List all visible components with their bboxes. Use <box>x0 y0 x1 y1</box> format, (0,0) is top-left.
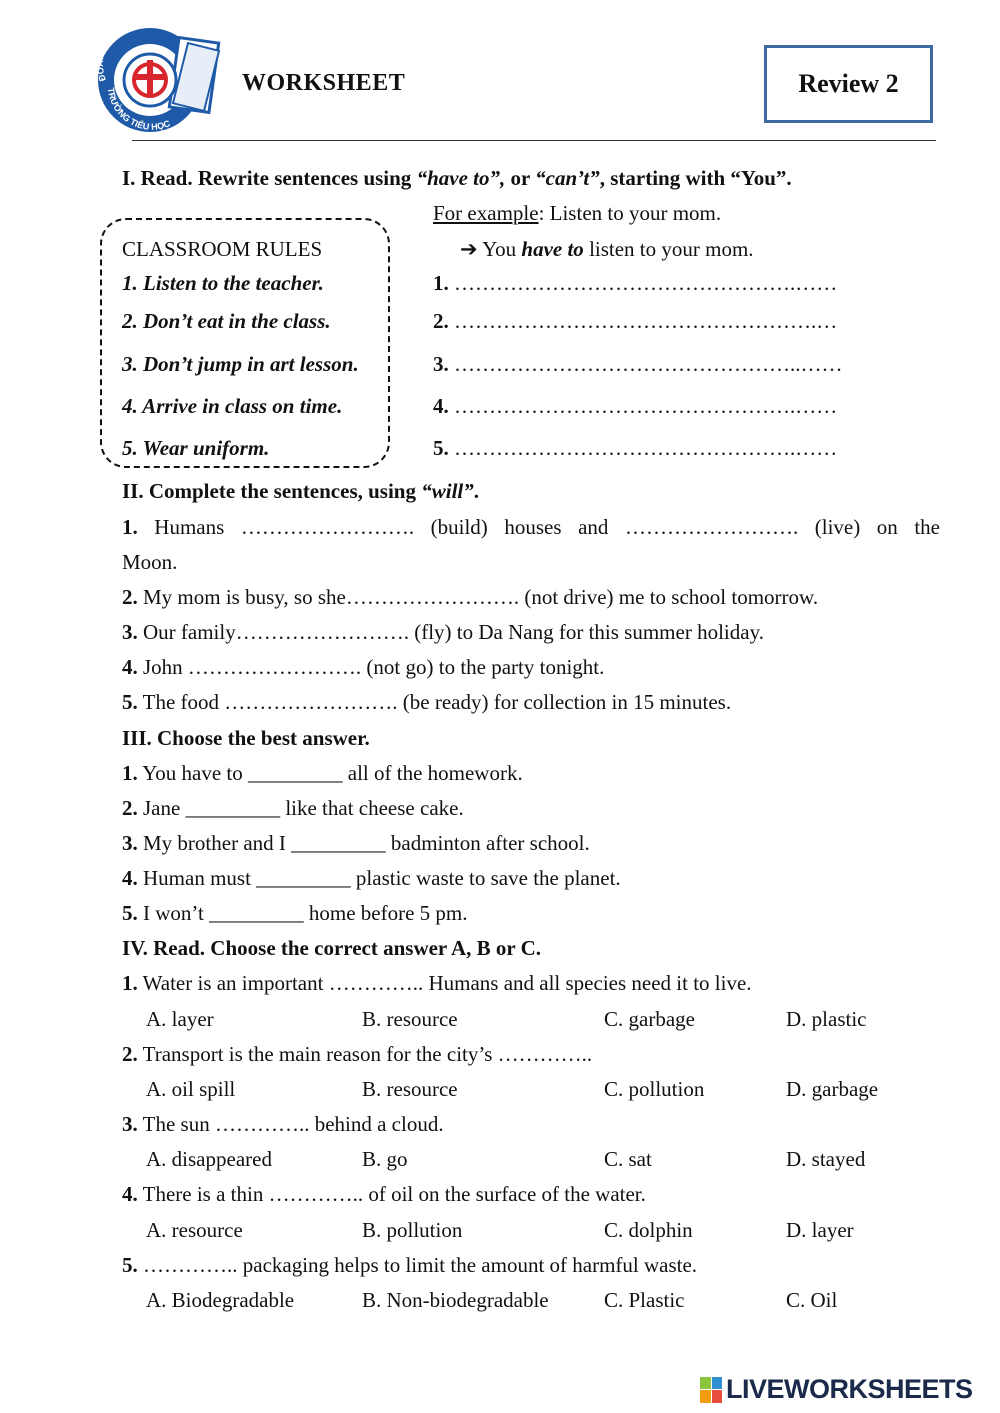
question-item: 3. The sun ………….. behind a cloud. <box>122 1112 444 1136</box>
rules-title: CLASSROOM RULES <box>122 237 323 261</box>
option-c[interactable]: C. Plastic <box>604 1288 685 1312</box>
review-label: Review 2 <box>764 45 933 123</box>
question-item: 3. Our family……………………. (fly) to Da Nang for this summer holiday. <box>122 620 764 644</box>
option-c[interactable]: C. garbage <box>604 1007 695 1031</box>
rule-item: 1. Listen to the teacher. <box>122 271 324 295</box>
question-item: 2. Jane _________ like that cheese cake. <box>122 796 464 820</box>
option-d[interactable]: D. layer <box>786 1218 854 1242</box>
question-item: 1. You have to _________ all of the homework. <box>122 761 523 785</box>
section-4-heading: IV. Read. Choose the correct answer A, B or C. <box>122 936 541 960</box>
svg-text:ĐOÀN THỊ ĐIỂM: ĐOÀN THỊ ĐIỂM <box>94 18 132 83</box>
question-item: 2. Transport is the main reason for the city’s ………….. <box>122 1042 593 1066</box>
question-item: 4. There is a thin ………….. of oil on the surface of the water. <box>122 1182 646 1206</box>
example-answer: ➔ You have to listen to your mom. <box>460 237 754 261</box>
option-c[interactable]: C. sat <box>604 1147 652 1171</box>
option-b[interactable]: B. Non-biodegradable <box>362 1288 549 1312</box>
arrow-right-icon: ➔ <box>460 237 478 261</box>
answer-line[interactable]: 5. ………………………………………….…… <box>433 436 838 460</box>
answer-line[interactable]: 4. ………………………………………….…… <box>433 394 838 418</box>
option-a[interactable]: A. Biodegradable <box>146 1288 295 1312</box>
section-2-heading: II. Complete the sentences, using “will”. <box>122 479 480 503</box>
option-a[interactable]: A. resource <box>146 1218 243 1242</box>
option-a[interactable]: A. disappeared <box>146 1147 272 1171</box>
rule-item: 4. Arrive in class on time. <box>122 394 343 418</box>
liveworksheets-logo-icon <box>700 1377 722 1403</box>
option-d[interactable]: D. garbage <box>786 1077 879 1101</box>
option-b[interactable]: B. resource <box>362 1077 458 1101</box>
option-b[interactable]: B. go <box>362 1147 408 1171</box>
svg-text:TRƯỜNG TIỂU HỌC: TRƯỜNG TIỂU HỌC <box>105 87 172 132</box>
question-item: 2. My mom is busy, so she……………………. (not drive) me to school tomorrow. <box>122 585 819 609</box>
option-a[interactable]: A. oil spill <box>146 1077 236 1101</box>
question-item: 4. Human must _________ plastic waste to save the planet. <box>122 866 621 890</box>
option-d[interactable]: D. plastic <box>786 1007 867 1031</box>
section-1-heading: I. Read. Rewrite sentences using “have to”, or “can’t”, starting with “You”. <box>122 166 792 190</box>
option-b[interactable]: B. pollution <box>362 1218 463 1242</box>
option-c[interactable]: C. pollution <box>604 1077 705 1101</box>
rule-item: 3. Don’t jump in art lesson. <box>122 352 359 376</box>
example-line: For example: Listen to your mom. <box>433 201 722 225</box>
rule-item: 5. Wear uniform. <box>122 436 270 460</box>
watermark-text: LIVEWORKSHEETS <box>726 1374 973 1404</box>
question-item: 5. The food ……………………. (be ready) for collection in 15 minutes. <box>122 690 732 714</box>
question-item: 3. My brother and I _________ badminton after school. <box>122 831 590 855</box>
option-a[interactable]: A. layer <box>146 1007 214 1031</box>
worksheet-title: WORKSHEET <box>242 70 406 96</box>
option-b[interactable]: B. resource <box>362 1007 458 1031</box>
option-d[interactable]: D. stayed <box>786 1147 866 1171</box>
answer-line[interactable]: 1. ………………………………………….…… <box>433 271 838 295</box>
answer-line[interactable]: 3. …………………………………………..…… <box>433 352 843 376</box>
question-item: 4. John ……………………. (not go) to the party tonight. <box>122 655 605 679</box>
school-logo <box>88 18 222 136</box>
option-c[interactable]: C. dolphin <box>604 1218 693 1242</box>
answer-line[interactable]: 2. …………………………………………….… <box>433 309 838 333</box>
rule-item: 2. Don’t eat in the class. <box>122 309 331 333</box>
liveworksheets-watermark[interactable] <box>700 1374 973 1405</box>
option-d[interactable]: C. Oil <box>786 1288 838 1312</box>
question-item: 1. Water is an important ………….. Humans and all species need it to live. <box>122 971 752 995</box>
question-item-cont: Moon. <box>122 550 178 574</box>
header-divider <box>132 140 936 141</box>
question-item: 5. I won’t _________ home before 5 pm. <box>122 901 468 925</box>
question-item: 5. ………….. packaging helps to limit the amount of harmful waste. <box>122 1253 698 1277</box>
question-item: 1. Humans ……………………. (build) houses and ……………………. (live) on the <box>122 515 940 539</box>
section-3-heading: III. Choose the best answer. <box>122 726 370 750</box>
